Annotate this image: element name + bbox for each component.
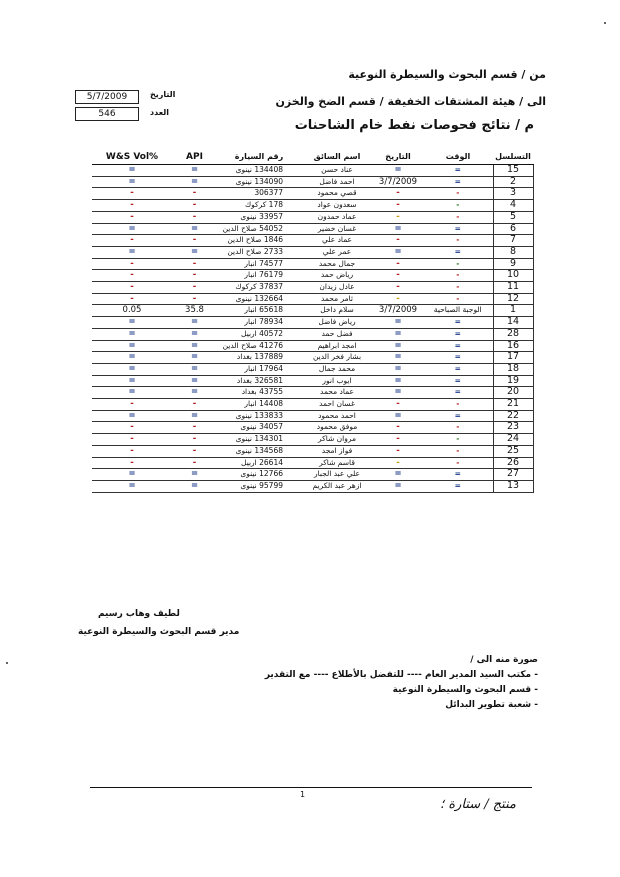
driver-cell: محمد جمال xyxy=(301,363,373,375)
time-cell: - xyxy=(423,270,493,282)
time-cell: = xyxy=(423,387,493,399)
seq-cell: 6 xyxy=(493,223,533,235)
vehicle-cell: 17964 انبار xyxy=(217,363,301,375)
seq-cell: 1 xyxy=(493,305,533,317)
time-cell: - xyxy=(423,457,493,469)
time-cell: = xyxy=(423,317,493,329)
table-body xyxy=(92,165,533,493)
driver-cell: احمد محمود xyxy=(301,410,373,422)
ws-cell: - xyxy=(92,211,172,223)
recipient-line: الى / هيئة المشتقات الخفيفة / قسم الضخ والخزن xyxy=(275,95,546,108)
driver-cell: عادل زيدان xyxy=(301,282,373,294)
table-row xyxy=(92,176,533,188)
time-cell: = xyxy=(423,176,493,188)
api-cell: - xyxy=(172,200,217,212)
page-number: 1 xyxy=(300,790,306,799)
driver-cell: علي عبد الجبار xyxy=(301,469,373,481)
seq-cell: 9 xyxy=(493,258,533,270)
table-row xyxy=(92,258,533,270)
driver-cell: موفق محمود xyxy=(301,422,373,434)
ws-cell: = xyxy=(92,480,172,492)
driver-cell: فواز امجد xyxy=(301,445,373,457)
driver-column-header: اسم السائق xyxy=(301,149,373,165)
table-row xyxy=(92,328,533,340)
vehicle-cell: 65618 انبار xyxy=(217,305,301,317)
time-cell: - xyxy=(423,200,493,212)
api-cell: = xyxy=(172,375,217,387)
seq-cell: 17 xyxy=(493,352,533,364)
time-cell: - xyxy=(423,293,493,305)
seq-cell: 23 xyxy=(493,422,533,434)
vehicle-cell: 40572 اربيل xyxy=(217,328,301,340)
table-row xyxy=(92,480,533,492)
vehicle-cell: 1846 صلاح الدين xyxy=(217,235,301,247)
copies-heading: صورة منه الى / xyxy=(470,655,538,665)
vehicle-cell: 26614 اربيل xyxy=(217,457,301,469)
vehicle-cell: 54052 صلاح الدين xyxy=(217,223,301,235)
ws-column-header: W&S Vol% xyxy=(92,149,172,165)
date-cell: = xyxy=(373,387,423,399)
vehicle-cell: 137889 بغداد xyxy=(217,352,301,364)
seq-cell: 22 xyxy=(493,410,533,422)
table-row xyxy=(92,188,533,200)
api-cell: = xyxy=(172,246,217,258)
api-cell: - xyxy=(172,445,217,457)
date-cell: - xyxy=(373,200,423,212)
seq-cell: 21 xyxy=(493,399,533,411)
date-cell: = xyxy=(373,410,423,422)
seq-column-header: التسلسل xyxy=(493,149,533,165)
driver-cell: عماد علي xyxy=(301,235,373,247)
table-row xyxy=(92,293,533,305)
driver-cell: ازهر عبد الكريم xyxy=(301,480,373,492)
time-cell: - xyxy=(423,235,493,247)
driver-cell: مروان شاكر xyxy=(301,434,373,446)
copy-line-2: - قسم البحوث والسيطرة النوعية xyxy=(392,685,538,695)
time-cell: - xyxy=(423,434,493,446)
api-cell: = xyxy=(172,363,217,375)
ws-cell: - xyxy=(92,235,172,247)
seq-cell: 27 xyxy=(493,469,533,481)
ws-cell: - xyxy=(92,445,172,457)
copy-line-3: - شعبة تطوير البدائل xyxy=(445,700,538,710)
ws-cell: - xyxy=(92,422,172,434)
date-cell: - xyxy=(373,457,423,469)
ws-cell: - xyxy=(92,270,172,282)
vehicle-cell: 134090 نينوى xyxy=(217,176,301,188)
table-row xyxy=(92,211,533,223)
driver-cell: بشار فخر الدين xyxy=(301,352,373,364)
table-row xyxy=(92,165,533,177)
vehicle-cell: 326581 بغداد xyxy=(217,375,301,387)
date-cell: = xyxy=(373,328,423,340)
seq-cell: 28 xyxy=(493,328,533,340)
seq-cell: 19 xyxy=(493,375,533,387)
table-row xyxy=(92,246,533,258)
driver-cell: فضل حمد xyxy=(301,328,373,340)
api-cell: - xyxy=(172,188,217,200)
date-cell: = xyxy=(373,480,423,492)
time-column-header: الوقت xyxy=(423,149,493,165)
seq-cell: 16 xyxy=(493,340,533,352)
table-row xyxy=(92,305,533,317)
driver-cell: احمد فاضل xyxy=(301,176,373,188)
time-cell: = xyxy=(423,165,493,177)
ws-cell: - xyxy=(92,258,172,270)
date-cell: = xyxy=(373,246,423,258)
api-cell: - xyxy=(172,293,217,305)
table-header-row xyxy=(92,149,533,165)
date-cell: = xyxy=(373,375,423,387)
table-row xyxy=(92,340,533,352)
api-cell: - xyxy=(172,211,217,223)
number-label: العدد xyxy=(150,108,169,117)
table-row xyxy=(92,363,533,375)
date-cell: = xyxy=(373,317,423,329)
vehicle-cell: 2733 صلاح الدين xyxy=(217,246,301,258)
vehicle-cell: 76179 انبار xyxy=(217,270,301,282)
vehicle-cell: 12766 نينوى xyxy=(217,469,301,481)
driver-cell: قاسم شاكر xyxy=(301,457,373,469)
vehicle-cell: 78934 انبار xyxy=(217,317,301,329)
ws-cell: = xyxy=(92,340,172,352)
ws-cell: = xyxy=(92,317,172,329)
api-cell: = xyxy=(172,469,217,481)
seq-cell: 18 xyxy=(493,363,533,375)
table-row xyxy=(92,352,533,364)
seq-cell: 24 xyxy=(493,434,533,446)
api-cell: - xyxy=(172,434,217,446)
date-cell: - xyxy=(373,422,423,434)
driver-cell: رياض حمد xyxy=(301,270,373,282)
time-cell: - xyxy=(423,445,493,457)
ws-cell: = xyxy=(92,410,172,422)
date-cell: = xyxy=(373,165,423,177)
time-cell: - xyxy=(423,258,493,270)
api-cell: = xyxy=(172,328,217,340)
date-value-box: 5/7/2009 xyxy=(75,90,139,104)
api-cell: = xyxy=(172,352,217,364)
ws-cell: = xyxy=(92,469,172,481)
date-cell: = xyxy=(373,340,423,352)
table-row xyxy=(92,422,533,434)
vehicle-column-header: رقم السيارة xyxy=(217,149,301,165)
subject-line: م / نتائج فحوصات نفط خام الشاحنات xyxy=(294,118,534,133)
api-cell: - xyxy=(172,235,217,247)
date-cell: - xyxy=(373,434,423,446)
api-cell: - xyxy=(172,258,217,270)
table-row xyxy=(92,282,533,294)
time-cell: - xyxy=(423,422,493,434)
scan-speck xyxy=(6,662,8,664)
seq-cell: 3 xyxy=(493,188,533,200)
vehicle-cell: 14408 انبار xyxy=(217,399,301,411)
driver-cell: غسان خضير xyxy=(301,223,373,235)
seq-cell: 2 xyxy=(493,176,533,188)
vehicle-cell: 306377 xyxy=(217,188,301,200)
driver-cell: سعدون عواد xyxy=(301,200,373,212)
date-cell: = xyxy=(373,363,423,375)
api-cell: - xyxy=(172,282,217,294)
seq-cell: 25 xyxy=(493,445,533,457)
seq-cell: 14 xyxy=(493,317,533,329)
driver-cell: ايوب انور xyxy=(301,375,373,387)
api-cell: = xyxy=(172,340,217,352)
ws-cell: - xyxy=(92,434,172,446)
driver-cell: عناد حسن xyxy=(301,165,373,177)
api-cell: - xyxy=(172,270,217,282)
sender-line: من / قسم البحوث والسيطرة النوعية xyxy=(348,68,546,81)
api-column-header: API xyxy=(172,149,217,165)
seq-cell: 10 xyxy=(493,270,533,282)
time-cell: = xyxy=(423,363,493,375)
seq-cell: 5 xyxy=(493,211,533,223)
api-cell: 35.8 xyxy=(172,305,217,317)
time-cell: = xyxy=(423,223,493,235)
time-cell: - xyxy=(423,282,493,294)
time-cell: = xyxy=(423,352,493,364)
vehicle-cell: 134408 نينوى xyxy=(217,165,301,177)
table-row xyxy=(92,200,533,212)
ws-cell: = xyxy=(92,165,172,177)
ws-cell: - xyxy=(92,457,172,469)
table-row xyxy=(92,223,533,235)
time-cell: = xyxy=(423,246,493,258)
date-cell: = xyxy=(373,223,423,235)
api-cell: - xyxy=(172,422,217,434)
seq-cell: 20 xyxy=(493,387,533,399)
ws-cell: = xyxy=(92,387,172,399)
vehicle-cell: 132664 نينوى xyxy=(217,293,301,305)
date-cell: - xyxy=(373,270,423,282)
date-cell: - xyxy=(373,293,423,305)
seq-cell: 12 xyxy=(493,293,533,305)
table-row xyxy=(92,434,533,446)
date-cell: - xyxy=(373,399,423,411)
table-row xyxy=(92,387,533,399)
driver-cell: عماد حمدون xyxy=(301,211,373,223)
seq-cell: 8 xyxy=(493,246,533,258)
table-row xyxy=(92,235,533,247)
date-cell: - xyxy=(373,211,423,223)
signatory-title: مدير قسم البحوث والسيطرة النوعية xyxy=(78,627,240,637)
date-label: التاريخ xyxy=(150,90,176,99)
vehicle-cell: 33957 نينوى xyxy=(217,211,301,223)
table-row xyxy=(92,317,533,329)
date-cell: = xyxy=(373,352,423,364)
vehicle-cell: 134301 نينوى xyxy=(217,434,301,446)
ws-cell: = xyxy=(92,223,172,235)
date-cell: 3/7/2009 xyxy=(373,305,423,317)
api-cell: = xyxy=(172,410,217,422)
seq-cell: 4 xyxy=(493,200,533,212)
ws-cell: = xyxy=(92,328,172,340)
api-cell: = xyxy=(172,165,217,177)
seq-cell: 15 xyxy=(493,165,533,177)
seq-cell: 13 xyxy=(493,480,533,492)
ws-cell: - xyxy=(92,282,172,294)
date-column-header: التاريخ xyxy=(373,149,423,165)
ws-cell: - xyxy=(92,200,172,212)
table-row xyxy=(92,399,533,411)
date-cell: = xyxy=(373,469,423,481)
time-cell: = xyxy=(423,410,493,422)
ws-cell: = xyxy=(92,375,172,387)
table-row xyxy=(92,457,533,469)
driver-cell: رياض فاضل xyxy=(301,317,373,329)
vehicle-cell: 37837 كركوك xyxy=(217,282,301,294)
date-cell: 3/7/2009 xyxy=(373,176,423,188)
date-cell: - xyxy=(373,445,423,457)
time-cell: - xyxy=(423,211,493,223)
date-cell: - xyxy=(373,235,423,247)
vehicle-cell: 41276 صلاح الدين xyxy=(217,340,301,352)
driver-cell: ثامر محمد xyxy=(301,293,373,305)
ws-cell: = xyxy=(92,176,172,188)
table-row xyxy=(92,445,533,457)
api-cell: = xyxy=(172,480,217,492)
api-cell: - xyxy=(172,457,217,469)
time-cell: - xyxy=(423,399,493,411)
table-row xyxy=(92,410,533,422)
api-cell: = xyxy=(172,176,217,188)
time-cell: = xyxy=(423,340,493,352)
ws-cell: - xyxy=(92,293,172,305)
ws-cell: - xyxy=(92,188,172,200)
time-cell: = xyxy=(423,480,493,492)
table-row xyxy=(92,469,533,481)
api-cell: - xyxy=(172,399,217,411)
date-cell: - xyxy=(373,282,423,294)
api-cell: = xyxy=(172,387,217,399)
ws-cell: = xyxy=(92,352,172,364)
vehicle-cell: 133833 نينوى xyxy=(217,410,301,422)
api-cell: = xyxy=(172,223,217,235)
driver-cell: سلام داخل xyxy=(301,305,373,317)
table-row xyxy=(92,375,533,387)
footer-rule xyxy=(90,787,532,788)
ws-cell: 0.05 xyxy=(92,305,172,317)
driver-cell: عماد محمد xyxy=(301,387,373,399)
driver-cell: جمال محمد xyxy=(301,258,373,270)
driver-cell: عمر علي xyxy=(301,246,373,258)
scan-speck xyxy=(604,22,606,24)
seq-cell: 11 xyxy=(493,282,533,294)
api-cell: = xyxy=(172,317,217,329)
handwritten-note: منتج / ستارة ؛ xyxy=(440,797,516,812)
ws-cell: - xyxy=(92,399,172,411)
seq-cell: 7 xyxy=(493,235,533,247)
ws-cell: = xyxy=(92,246,172,258)
seq-cell: 26 xyxy=(493,457,533,469)
ws-cell: = xyxy=(92,363,172,375)
signatory-name: لطيف وهاب رسيم xyxy=(98,609,180,619)
driver-cell: قصي محمود xyxy=(301,188,373,200)
vehicle-cell: 178 كركوك xyxy=(217,200,301,212)
date-cell: - xyxy=(373,258,423,270)
number-value-box: 546 xyxy=(75,107,139,121)
time-cell: الوجبة الصباحية xyxy=(423,305,493,317)
copy-line-1: - مكتب السيد المدير العام ---- للتفضل بالأطلاع ---- مع التقدير xyxy=(264,670,538,680)
driver-cell: امجد ابراهيم xyxy=(301,340,373,352)
vehicle-cell: 43755 بغداد xyxy=(217,387,301,399)
time-cell: = xyxy=(423,469,493,481)
vehicle-cell: 134568 نينوى xyxy=(217,445,301,457)
date-cell: - xyxy=(373,188,423,200)
time-cell: - xyxy=(423,188,493,200)
vehicle-cell: 74577 انبار xyxy=(217,258,301,270)
driver-cell: غسان احمد xyxy=(301,399,373,411)
vehicle-cell: 34057 نينوى xyxy=(217,422,301,434)
vehicle-cell: 95799 نينوى xyxy=(217,480,301,492)
results-table xyxy=(92,149,534,493)
table-row xyxy=(92,270,533,282)
time-cell: = xyxy=(423,328,493,340)
time-cell: = xyxy=(423,375,493,387)
